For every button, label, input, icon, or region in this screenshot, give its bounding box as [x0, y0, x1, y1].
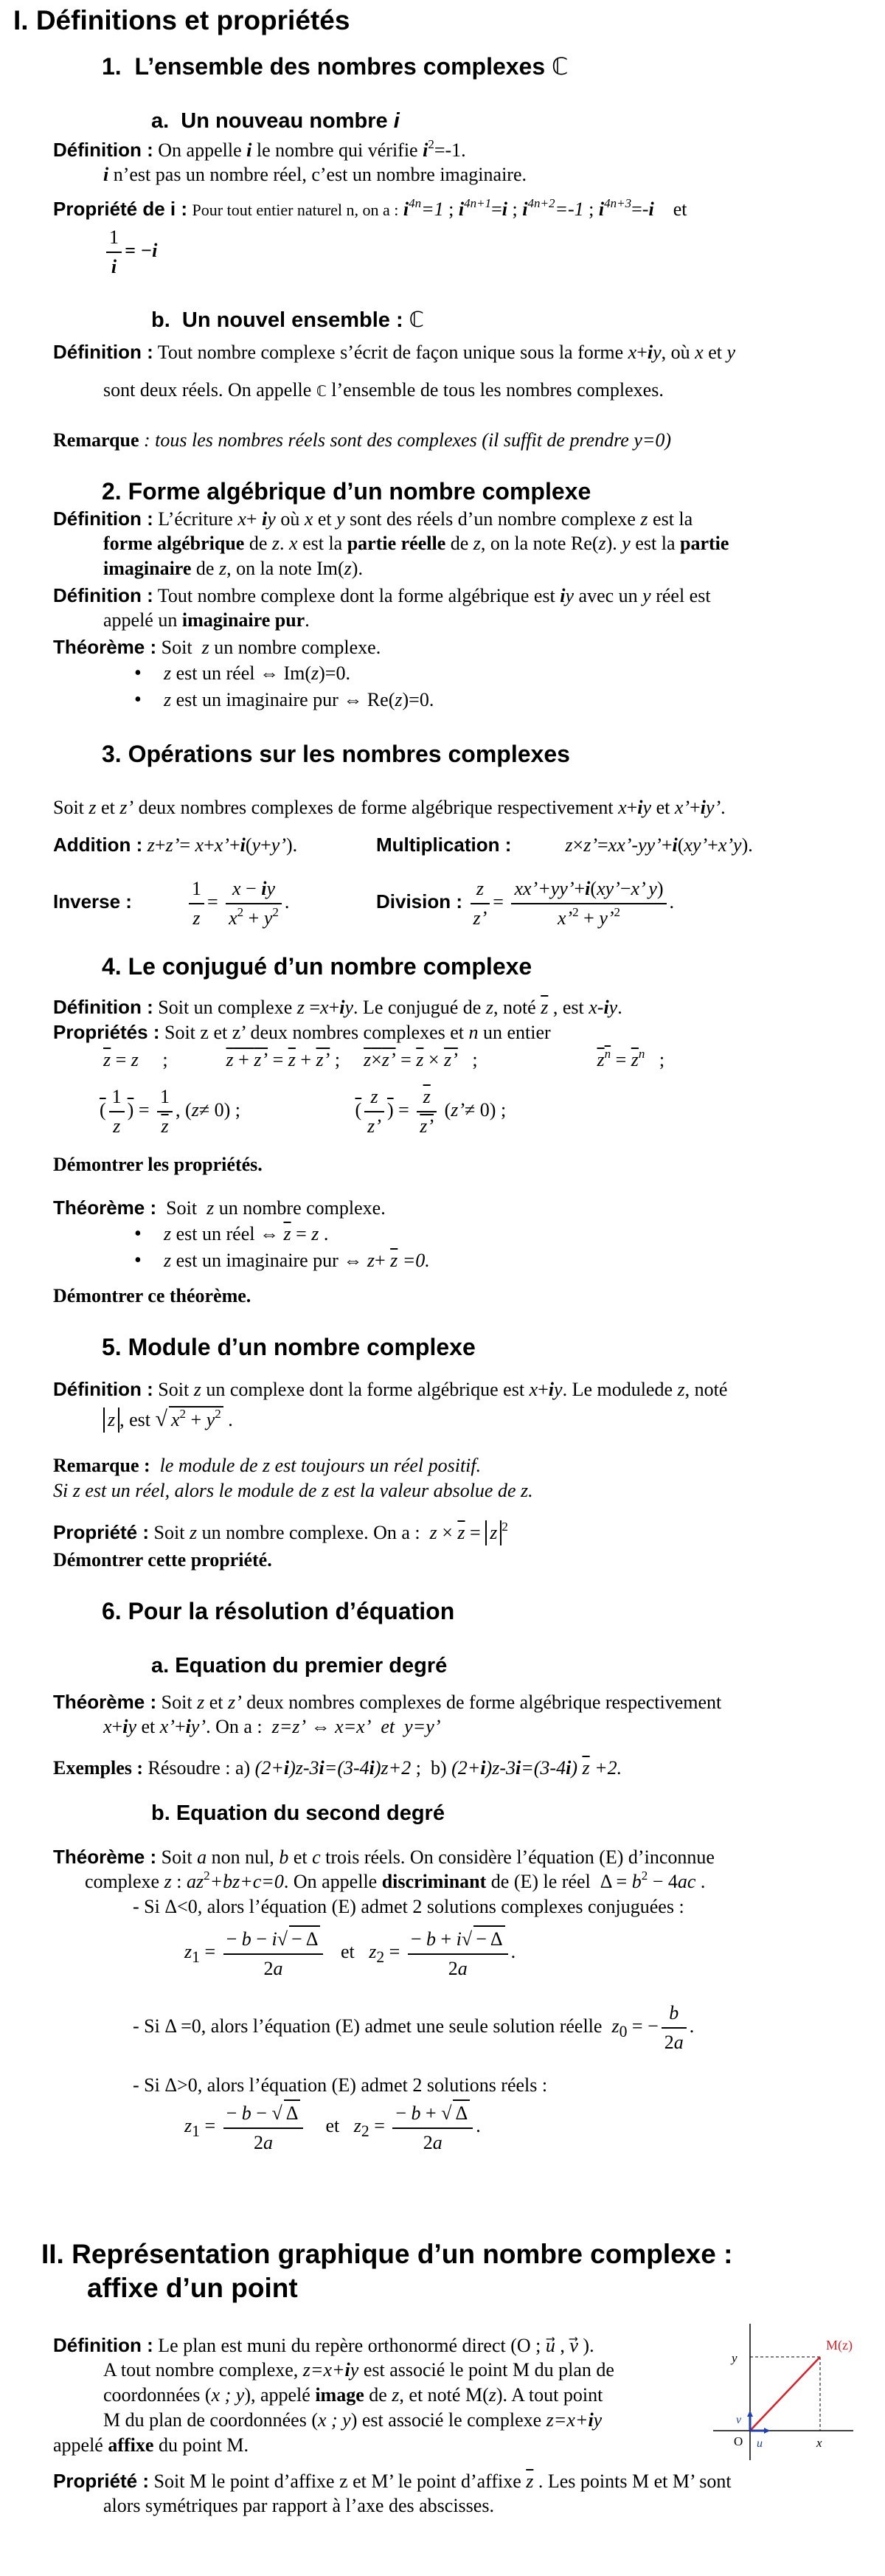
- property-line-2: alors symétriques par rapport à l’axe des abscisses.: [103, 2495, 494, 2516]
- property-line: Propriété : Soit M le point d’affixe z et M’ le point d’affixe $\overline{z}$ . Les points M et M’ sont: [53, 2470, 732, 2492]
- remark-line: Remarque : le module de z est toujours un réel positif.: [53, 1455, 482, 1476]
- subsection-title: 1. L’ensemble des nombres complexes ℂ: [102, 53, 569, 80]
- definition-line-5: appelé affixe du point M.: [53, 2434, 249, 2456]
- division-label: Division :: [376, 890, 463, 913]
- u-label: u: [757, 2437, 763, 2450]
- subsection-title: 3. Opérations sur les nombres complexes: [102, 741, 570, 767]
- definition-line-2: i n’est pas un nombre réel, c’est un nombre imaginaire.: [103, 164, 527, 185]
- inverse-i-formula: $\frac{1}{i}$ = −i: [103, 225, 157, 280]
- division-line: Division : $\frac{z}{z’}$ = $\frac{xx’+yy’+i(xy’-x’ y)}{x’^2 + y’^2}$ .: [376, 878, 675, 929]
- list-item: • z est un réel ⇔ $\overline{z} = z$ .: [164, 1222, 328, 1247]
- definition-line-2: forme algébrique de z. x est la partie réelle de z, on la note Re(z). y est la partie: [103, 533, 729, 554]
- conjugate-properties-row2: ( $\frac{1}{z}$ ) = $\frac{1}{z}$ , (z≠ 0) ; ( $\frac{z}{z’}$ ) = $\frac{\overline{z}}{z’}$ (z’≠ 0) ;: [100, 1086, 507, 1137]
- definition-line: Définition : Tout nombre complexe s’écrit de façon unique sous la forme x+iy, où x et y: [53, 341, 736, 363]
- remark-line-2: Si z est un réel, alors le module de z est la valeur absolue de z.: [53, 1480, 533, 1501]
- list-item: • z est un réel ⇔ Im(z)=0.: [164, 661, 350, 686]
- examples-label: Exemples :: [53, 1757, 144, 1779]
- section-title: I. Définitions et propriétés: [13, 5, 350, 35]
- definition-label: Définition :: [53, 139, 153, 161]
- complex-plane-figure: [709, 2320, 857, 2464]
- definition-label: Définition :: [53, 2334, 153, 2356]
- inverse-label: Inverse :: [53, 890, 132, 913]
- property-label: Propriété de i :: [53, 198, 188, 220]
- property-label: Propriété :: [53, 1521, 150, 1543]
- property-line: Propriété : Soit z un nombre complexe. On a : $z \times \overline{z} = z$ $^2$: [53, 1520, 508, 1545]
- subsection-a-title: a. Equation du premier degré: [151, 1654, 448, 1677]
- definition-label: Définition :: [53, 341, 153, 363]
- om-segment: [750, 2357, 820, 2431]
- v-label: v: [736, 2414, 742, 2426]
- definition-line: Définition : Le plan est muni du repère orthonormé direct (O ; u⃗ , v⃗ ).: [53, 2334, 594, 2356]
- theorem-line-2: x+iy et x’+iy’. On a : z=z’ ⇔ x=x’ et y=y’: [103, 1716, 441, 1737]
- case-positive-solutions: $z_1$ = $\frac{- b - √ \Delta}{2a}$ et $z_2$ = $\frac{- b + √ \Delta}{2a}$ .: [184, 2099, 481, 2156]
- modulus-formula: z , est √ $x^2 + y^2$ .: [103, 1406, 233, 1433]
- case-zero-line: - Si Δ =0, alors l’équation (E) admet une seule solution réelle $z_0$ = − $\frac{b}{2a}$ .: [133, 2002, 695, 2053]
- subsection-b-title: b. Equation du second degré: [151, 1801, 445, 1825]
- addition-label: Addition :: [53, 834, 143, 856]
- case-positive-line: - Si Δ>0, alors l’équation (E) admet 2 solutions réels :: [133, 2074, 548, 2096]
- definition-label: Définition :: [53, 1378, 153, 1400]
- definition-label: Définition :: [53, 508, 153, 530]
- definition-line: Définition : Tout nombre complexe dont la forme algébrique est iy avec un y réel est: [53, 584, 711, 606]
- definition-label: Définition :: [53, 996, 153, 1018]
- definition-line-4: M du plan de coordonnées (x ; y) est associé le complexe z=x+iy: [103, 2409, 603, 2431]
- subsection-title: 2. Forme algébrique d’un nombre complexe: [102, 478, 591, 505]
- exercise-prompt: Démontrer ce théorème.: [53, 1285, 251, 1306]
- section-title-line-2: affixe d’un point: [87, 2273, 298, 2303]
- subsection-b-title: b. Un nouvel ensemble : ℂ: [151, 308, 424, 332]
- operations-intro: Soit z et z’ deux nombres complexes de forme algébrique respectivement x+iy et x’+iy’.: [53, 797, 726, 818]
- remark-label: Remarque :: [53, 1455, 150, 1476]
- definition-line-3: imaginaire de z, on la note Im(z).: [103, 558, 363, 579]
- definition-line: Définition : Soit un complexe z =x+iy. Le conjugué de z, noté $\overline{z}$ , est x-iy.: [53, 996, 622, 1018]
- u-arrow-icon: [764, 2428, 770, 2434]
- definition-line-2: appelé un imaginaire pur.: [103, 609, 310, 631]
- definition-line: Définition : On appelle i le nombre qui vérifie $i^2=-1$.: [53, 137, 466, 161]
- multiplication-line: Multiplication : z×z’=xx’-yy’+i(xy’+x’y).: [376, 834, 753, 856]
- list-item: • z est un imaginaire pur ⇔ Re(z)=0.: [164, 688, 434, 713]
- multiplication-label: Multiplication :: [376, 834, 512, 856]
- subsection-title: 6. Pour la résolution d’équation: [102, 1598, 455, 1624]
- list-item: • z est un imaginaire pur ⇔ $z+ \overline{z} =0$.: [164, 1248, 430, 1273]
- v-arrow-icon: [747, 2411, 753, 2417]
- origin-label: O: [734, 2434, 743, 2448]
- property-label: Propriété :: [53, 2470, 150, 2492]
- case-negative-solutions: $z_1$ = $\frac{- b - i√ - \Delta}{2a}$ et $z_2$ = $\frac{- b + i√ - \Delta}{2a}$ .: [184, 1925, 516, 1981]
- exercise-prompt: Démontrer cette propriété.: [53, 1549, 272, 1571]
- theorem-line: Théorème : Soit z un nombre complexe.: [53, 1197, 386, 1219]
- case-negative-line: - Si Δ<0, alors l’équation (E) admet 2 solutions complexes conjuguées :: [133, 1896, 684, 1917]
- addition-line: Addition : z+z’= x+x’+i(y+y’).: [53, 834, 298, 856]
- y-label: y: [732, 2351, 738, 2365]
- theorem-line: Théorème : Soit z un nombre complexe.: [53, 636, 381, 658]
- remark-text: : tous les nombres réels sont des complexes (il suffit de prendre y=0): [144, 429, 672, 451]
- theorem-label: Théorème :: [53, 1197, 157, 1219]
- properties-line: Propriétés : Soit z et z’ deux nombres complexes et n un entier: [53, 1021, 551, 1043]
- exercise-prompt: Démontrer les propriétés.: [53, 1154, 263, 1175]
- definition-line: Définition : Soit z un complexe dont la forme algébrique est x+iy. Le modulede z, noté: [53, 1378, 728, 1400]
- theorem-line: Théorème : Soit z et z’ deux nombres complexes de forme algébrique respectivement: [53, 1691, 722, 1713]
- remark-label: Remarque: [53, 429, 139, 451]
- subsection-a-title: a. Un nouveau nombre i: [151, 109, 400, 133]
- remark-line: [53, 428, 671, 453]
- theorem-label: Théorème :: [53, 1691, 157, 1713]
- x-label: x: [816, 2436, 822, 2450]
- subsection-title: 5. Module d’un nombre complexe: [102, 1334, 476, 1360]
- theorem-line: Théorème : Soit a non nul, b et c trois réels. On considère l’équation (E) d’inconnue: [53, 1846, 715, 1868]
- conjugate-properties-row1: z = z ; z + z’ = $\overline{z} + z$’ ; z×z’ = $\overline{z} \times z$’ ; $z^n = \overline{z}^n$ ;: [103, 1047, 665, 1070]
- subsection-title: 4. Le conjugué d’un nombre complexe: [102, 953, 532, 980]
- inverse-line: Inverse : $\frac{1}{z}$ = $\frac{x - iy}{x^2 + y^2}$ .: [53, 878, 290, 929]
- definition-line-2: A tout nombre complexe, z=x+iy est associé le point M du plan de: [103, 2359, 614, 2381]
- definition-line-3: coordonnées (x ; y), appelé image de z, et noté M(z). A tout point: [103, 2384, 603, 2406]
- theorem-label: Théorème :: [53, 636, 157, 658]
- property-line: Propriété de i : Pour tout entier naturel n, on a : $i^{4n}=1$ ; $i^{4n+1}=i$ ; $i^{4n+2}=-1$ ; $i^{4n+3}=-i$ et: [53, 196, 687, 220]
- definition-label: Définition :: [53, 584, 153, 606]
- properties-label: Propriétés :: [53, 1021, 160, 1043]
- definition-line-2: sont deux réels. On appelle ℂ l’ensemble de tous les nombres complexes.: [103, 379, 664, 401]
- section-title: II. Représentation graphique d’un nombre complexe :: [41, 2239, 733, 2269]
- theorem-label: Théorème :: [53, 1846, 157, 1868]
- theorem-line-2: complexe z : $az^2+bz+c=0$. On appelle discriminant de (E) le réel $\Delta = b^2 - 4ac$ .: [85, 1869, 706, 1892]
- point-m-label: M(z): [826, 2338, 853, 2352]
- examples-line: Exemples : Résoudre : a) (2+i)z-3i=(3-4i)z+2 ; b) (2+i)z-3i=(3-4i) $\overline{z} +2$.: [53, 1757, 622, 1779]
- case-zero-text: - Si Δ =0, alors l’équation (E) admet une seule solution réelle: [133, 2015, 603, 2037]
- definition-line: Définition : L’écriture x+ iy où x et y sont des réels d’un nombre complexe z est la: [53, 508, 693, 530]
